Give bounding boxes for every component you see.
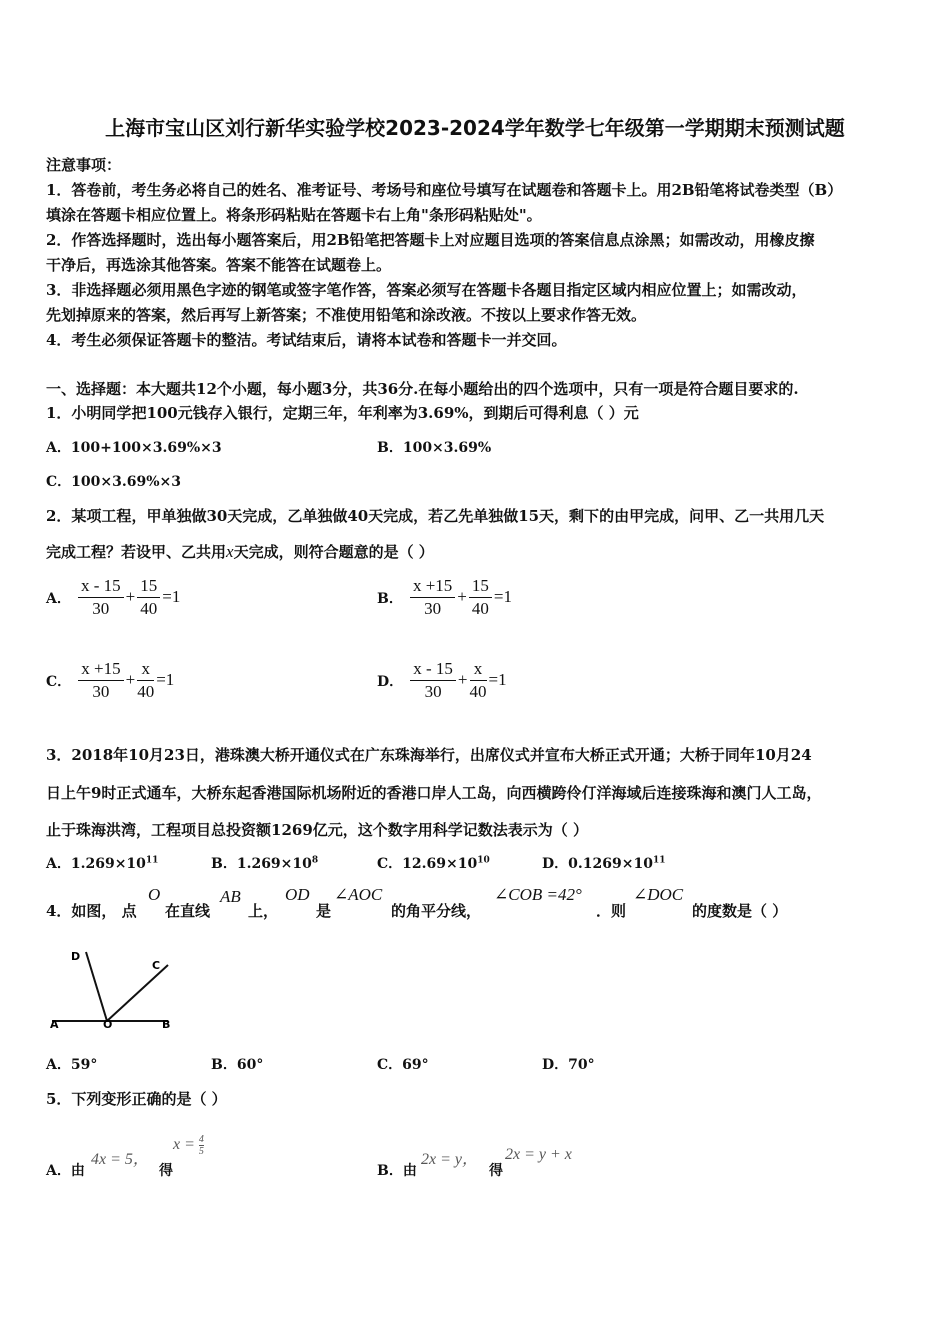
q3-option-c <box>377 853 490 873</box>
notice-line: 3．非选择题必须用黑色字迹的钢笔或签字笔作答，答案必须写在答题卡各题目指定区域内相应位置上；如需改动， <box>46 281 807 299</box>
exponent: 10 <box>477 855 490 866</box>
numerator: x - 15 <box>410 658 456 681</box>
q5-option-b-de: 得 <box>489 1163 503 1179</box>
denominator: 30 <box>424 599 442 618</box>
q4-stem-part: 是 <box>316 902 332 920</box>
q2-option-a <box>46 575 180 620</box>
q2-stem-line1: 2．某项工程，甲单独做30天完成，乙单独做40天完成，若乙先单独做15天，剩下的由甲完成，问甲、乙一共用几天 <box>46 507 825 525</box>
q5-option-b-eq2: 2x = y + x <box>505 1146 572 1163</box>
q4-angle-doc: ∠DOC <box>633 885 684 904</box>
option-text: C．12.69×10 <box>377 856 478 872</box>
plus-sign: + <box>457 670 468 689</box>
fraction <box>410 575 455 620</box>
fraction <box>78 658 123 703</box>
q2-stem-part: 完成工程？若设甲、乙共用 <box>46 543 227 561</box>
label-d: D <box>71 950 81 963</box>
exponent: 11 <box>652 855 666 866</box>
denominator: 40 <box>469 682 487 701</box>
q5-stem: 5．下列变形正确的是（ ） <box>46 1090 227 1108</box>
q1-option-c: C．100×3.69%×3 <box>46 474 181 490</box>
fraction <box>78 575 124 620</box>
section-heading: 一、选择题：本大题共12个小题，每小题3分，共36分.在每小题给出的四个选项中，只有一项是符合题目要求的. <box>46 380 799 398</box>
fraction <box>470 658 487 703</box>
numerator: x <box>137 658 154 681</box>
fraction <box>469 575 492 620</box>
numerator: 15 <box>137 575 160 598</box>
q4-stem-part: 在直线 <box>165 902 211 920</box>
numerator: 4 <box>198 1134 204 1145</box>
q3-stem-line1: 3．2018年10月23日，港珠澳大桥开通仪式在广东珠海举行，出席仪式并宣布大桥正式开通；大桥于同年10月24 <box>46 746 812 764</box>
numerator: x <box>470 658 487 681</box>
denominator: 40 <box>137 682 155 701</box>
q5-option-a-eq1: 4x = 5， <box>91 1151 149 1168</box>
expr: x = <box>173 1136 195 1154</box>
option-label: A． <box>46 590 71 607</box>
label-c: C <box>152 959 161 972</box>
label-o: O <box>103 1018 113 1031</box>
fraction <box>410 658 456 703</box>
fraction <box>137 658 154 703</box>
q4-stem-part: 上， <box>248 902 279 920</box>
q5-option-a-de: 得 <box>159 1163 173 1179</box>
q4-option-c: C．69° <box>377 1057 429 1073</box>
exponent: 11 <box>145 855 159 866</box>
q3-option-b <box>211 853 318 873</box>
equals-one: =1 <box>162 587 181 606</box>
ray-od <box>86 952 107 1021</box>
equals-one: =1 <box>493 587 512 606</box>
ray-oc <box>107 965 168 1021</box>
numerator: x - 15 <box>78 575 124 598</box>
q4-option-b: B．60° <box>211 1057 264 1073</box>
notice-heading: 注意事项： <box>46 156 122 174</box>
q3-option-a <box>46 853 158 873</box>
option-text: A．1.269×10 <box>46 856 146 872</box>
notice-line: 干净后，再选涂其他答案。答案不能答在试题卷上。 <box>46 256 392 274</box>
q2-option-c <box>46 658 174 703</box>
notice-line: 1．答卷前，考生务必将自己的姓名、准考证号、考场号和座位号填写在试题卷和答题卡上。用2B铅笔将试卷类型（B） <box>46 181 843 199</box>
page-title: 上海市宝山区刘行新华实验学校2023-2024学年数学七年级第一学期期末预测试题 <box>105 116 845 140</box>
q1-option-a: A．100+100×3.69%×3 <box>46 440 222 456</box>
notice-line: 先划掉原来的答案，然后再写上新答案；不准使用铅笔和涂改液。不按以上要求作答无效。 <box>46 306 647 324</box>
q4-stem-part: 4．如图， 点 <box>46 902 137 920</box>
q3-option-d <box>542 853 665 873</box>
option-label: D． <box>377 673 404 690</box>
q2-stem-part: 天完成，则符合题意的是（ ） <box>233 543 434 561</box>
denominator: 30 <box>92 599 110 618</box>
q5-option-a-eq2 <box>173 1134 204 1157</box>
q3-stem-line2: 日上午9时正式通车，大桥东起香港国际机场附近的香港口岸人工岛，向西横跨伶仃洋海域后连接珠海和澳门人工岛， <box>46 784 822 802</box>
q4-ray-od: OD <box>285 885 310 904</box>
q2-option-d <box>377 658 507 703</box>
q4-point-o: O <box>148 885 161 904</box>
q3-stem-line3: 止于珠海洪湾，工程项目总投资额1269亿元，这个数字用科学记数法表示为（ ） <box>46 821 588 839</box>
option-text: B．1.269×10 <box>211 856 312 872</box>
q4-stem-part: ．则 <box>596 902 627 920</box>
denominator: 30 <box>424 682 442 701</box>
q1-option-b: B．100×3.69% <box>377 440 492 456</box>
q4-angle-aoc: ∠AOC <box>334 885 383 904</box>
exponent: 8 <box>311 855 319 866</box>
q1-stem: 1．小明同学把100元钱存入银行，定期三年，年利率为3.69%，到期后可得利息（ ）元 <box>46 404 639 422</box>
option-label: C． <box>46 673 72 690</box>
equals-one: =1 <box>488 670 507 689</box>
denominator: 30 <box>92 682 110 701</box>
q4-stem-part: 的度数是（ ） <box>692 902 788 920</box>
plus-sign: + <box>457 587 467 606</box>
option-text: D．0.1269×10 <box>542 856 653 872</box>
numerator: x +15 <box>78 658 123 681</box>
fraction <box>199 1134 204 1157</box>
q4-option-a: A．59° <box>46 1057 98 1073</box>
q5-option-a-label: A．由 <box>46 1163 85 1179</box>
q4-line-ab: AB <box>220 887 241 906</box>
fraction <box>137 575 160 620</box>
equals-one: =1 <box>156 670 175 689</box>
denominator: 40 <box>471 599 489 618</box>
q2-variable: x <box>226 542 234 561</box>
option-label: B． <box>377 590 403 607</box>
plus-sign: + <box>125 670 136 689</box>
notice-line: 填涂在答题卡相应位置上。将条形码粘贴在答题卡右上角"条形码粘贴处"。 <box>46 206 542 224</box>
q4-stem-part: 的角平分线， <box>391 902 482 920</box>
numerator: 15 <box>469 575 492 598</box>
plus-sign: + <box>125 587 136 606</box>
notice-line: 4．考生必须保证答题卡的整洁。考试结束后，请将本试卷和答题卡一并交回。 <box>46 331 567 349</box>
q2-option-b <box>377 575 512 620</box>
label-b: B <box>162 1018 171 1031</box>
denominator: 5 <box>198 1146 204 1157</box>
q5-option-b-eq1: 2x = y， <box>421 1151 479 1168</box>
q5-option-b-label: B．由 <box>377 1163 417 1179</box>
q2-stem-line2 <box>46 541 434 562</box>
notice-line: 2．作答选择题时，选出每小题答案后，用2B铅笔把答题卡上对应题目选项的答案信息点涂黑；如需改动，用橡皮擦 <box>46 231 815 249</box>
denominator: 40 <box>140 599 158 618</box>
numerator: x +15 <box>410 575 455 598</box>
q4-angle-figure <box>44 944 184 1034</box>
label-a: A <box>50 1018 59 1031</box>
q4-angle-cob: ∠COB =42° <box>494 885 582 904</box>
q4-option-d: D．70° <box>542 1057 595 1073</box>
